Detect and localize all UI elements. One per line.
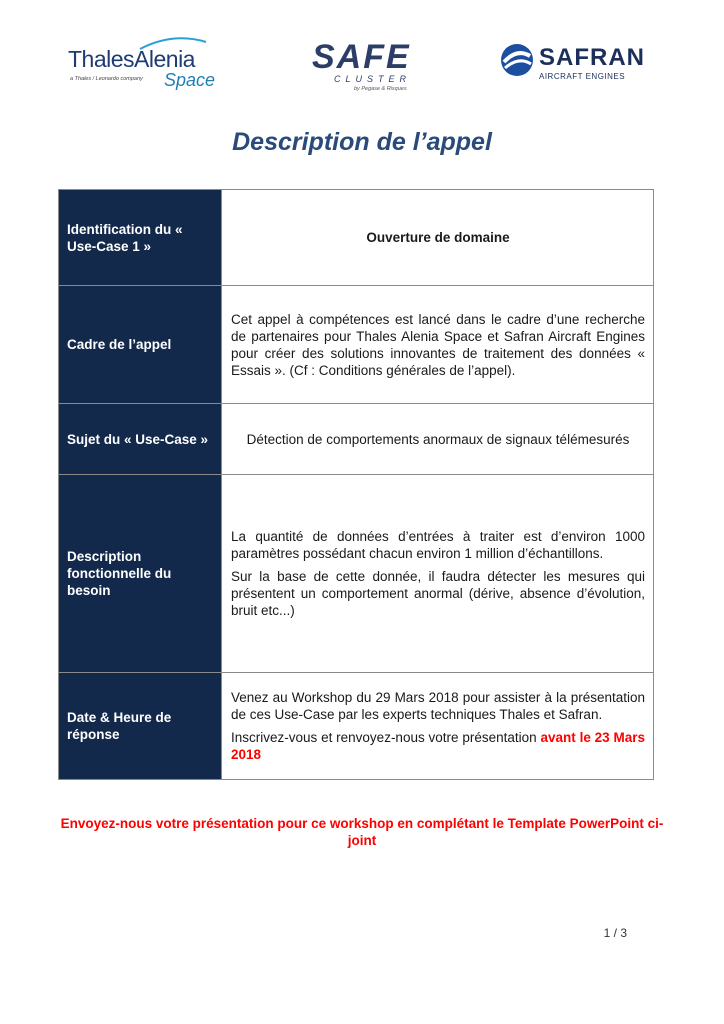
logo-text-space: Space [164,70,216,90]
logo-subtext: CLUSTER [334,74,412,84]
logo-subtext: a Thales / Leonardo company [70,76,143,82]
row-value: Détection de comportements anormaux de signaux télémesurés [222,404,654,475]
workshop-notice: Envoyez-nous votre présentation pour ce workshop en complétant le Template PowerPoint ci-joint [60,816,664,848]
table-row [59,673,654,780]
table-row [59,286,654,404]
row-label: Description fonctionnelle du besoin [59,475,222,673]
page-title: Description de l’appel [232,128,492,156]
row-label: Sujet du « Use-Case » [59,404,222,475]
logo-byline: by Pegase & Risques [354,86,407,92]
safe-cluster-logo [306,34,420,96]
thales-alenia-space-logo [68,36,218,96]
logo-subtext: AIRCRAFT ENGINES [539,72,626,81]
row-value: Ouverture de domaine [222,190,654,286]
paragraph: Sur la base de cette donnée, il faudra détecter les mesures qui présentent un comportement anormal (dérive, absence d’évolution, bruit etc...) [231,569,645,618]
table-row [59,404,654,475]
description-table [58,189,654,780]
logo-text: ThalesAlenia [68,46,195,72]
table-row [59,190,654,286]
row-value [222,673,654,780]
logo-text: SAFRAN [539,44,645,71]
paragraph-text: Inscrivez-vous et renvoyez-nous votre présentation [231,730,537,745]
paragraph [231,729,645,763]
row-label: Cadre de l’appel [59,286,222,404]
row-label: Identification du « Use-Case 1 » [59,190,222,286]
safran-logo [499,40,649,88]
paragraph: La quantité de données d’entrées à traiter est d’environ 1000 paramètres possédant chacun environ 1 million d’échantillons. [231,529,645,561]
deadline-highlight: avant le 23 Mars 2018 [231,730,645,762]
logo-text: SAFE [312,38,411,76]
safran-swirl-icon [499,42,535,78]
table-row [59,475,654,673]
row-label: Date & Heure de réponse [59,673,222,780]
paragraph: Venez au Workshop du 29 Mars 2018 pour assister à la présentation de ces Use-Case par les experts techniques Thales et Safran. [231,690,645,722]
row-value [222,475,654,673]
page-number: 1 / 3 [603,926,627,940]
row-value: Cet appel à compétences est lancé dans le cadre d’une recherche de partenaires pour Thales Alenia Space et Safran Aircraft Engines pour créer des solutions innovantes de traitement des données « Essais ». (Cf : Conditions générales de l’appel). [222,286,654,404]
